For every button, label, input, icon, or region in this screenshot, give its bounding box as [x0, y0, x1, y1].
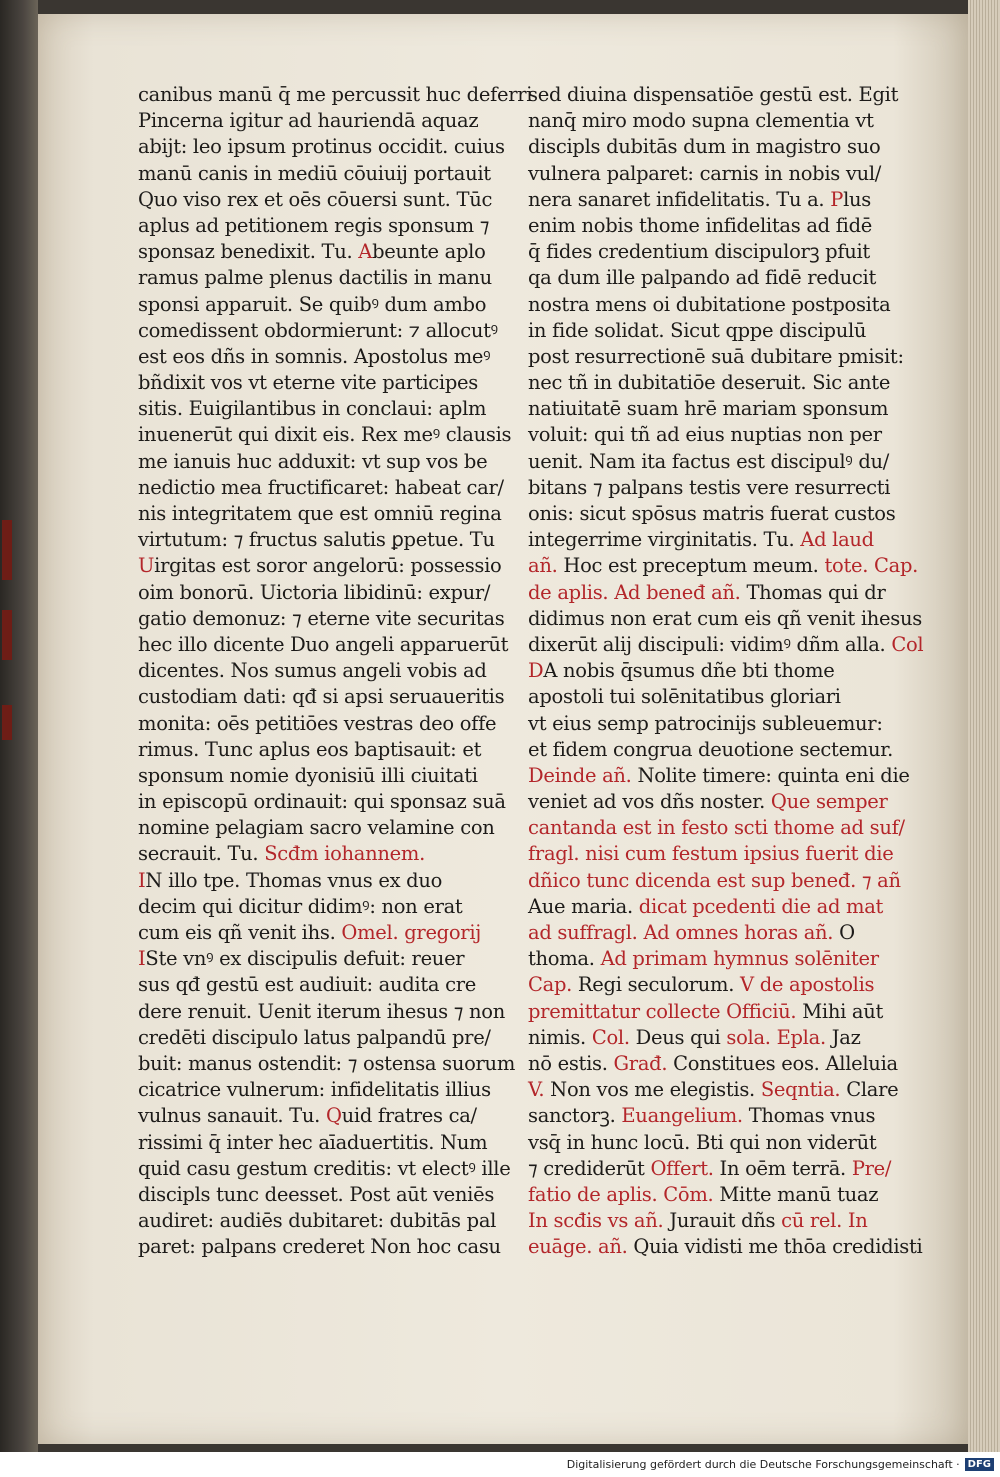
body-text: credēti discipulo latus palpandū pre/: [138, 1025, 491, 1049]
body-text: thoma.: [528, 947, 601, 971]
text-line: [138, 553, 508, 579]
body-text: Jurauit dñs: [663, 1209, 782, 1233]
body-text: enim nobis thome infidelitas ad fidē: [528, 213, 873, 237]
text-column-right: [528, 82, 924, 1260]
body-text: canibus manū q̄ me percussit huc deferri: [138, 83, 533, 106]
body-text: Mihi aūt: [796, 999, 884, 1023]
body-text: N illo tpe. Thomas vnus ex duo: [145, 868, 443, 892]
body-text: quid casu gestum creditis: vt electꝰ ille: [138, 1156, 511, 1180]
body-text: rissimi q̄ inter hec aīaduertitis. Num: [138, 1130, 488, 1154]
body-text: In oēm terrā.: [713, 1156, 852, 1180]
text-line: [138, 684, 508, 710]
text-line: [528, 1234, 923, 1260]
rubric-text: Cap.: [528, 973, 573, 997]
body-text: me ianuis huc adduxit: vt sup vos be: [138, 449, 488, 473]
body-text: oim bonorū. Uictoria libidinū: expur/: [138, 580, 491, 604]
bookmark-ribbon: [2, 705, 12, 740]
body-text: uid fratres ca/: [341, 1104, 477, 1128]
body-text: Non vos me elegistis.: [544, 1078, 761, 1102]
text-line: [528, 370, 891, 396]
text-line: [138, 265, 508, 291]
text-line: [528, 999, 888, 1025]
text-line: [138, 422, 512, 448]
text-line: [528, 1182, 888, 1208]
text-line: [528, 527, 888, 553]
body-text: dere renuit. Uenit iterum ihesus ⁊ non: [138, 999, 505, 1023]
text-line: [528, 684, 888, 710]
text-line: [528, 134, 888, 160]
body-text: aplus ad petitionem regis sponsum ⁊: [138, 213, 490, 237]
rubric-text: tote. Cap.: [824, 554, 919, 578]
text-line: [528, 422, 888, 448]
body-text: sitis. Euigilantibus in conclaui: aplm: [138, 397, 487, 421]
rubric-text: dicat pcedenti die ad mat: [638, 894, 884, 918]
body-text: nomine pelagiam sacro velamine con: [138, 816, 495, 840]
text-line: [528, 1156, 892, 1182]
body-text: nec tñ in dubitatiōe deseruit. Sic ante: [528, 371, 891, 395]
rubric-text: In scđis vs añ.: [528, 1209, 664, 1233]
text-line: [138, 1130, 508, 1156]
body-text: q̄ fides credentium discipulorꝫ pfuit: [528, 240, 870, 264]
text-line: [138, 868, 508, 894]
body-text: beunte aplo: [372, 240, 486, 264]
rubric-text: cantanda est in festo scti thome ad suf/: [528, 816, 905, 840]
body-text: vulnus sanauit. Tu.: [138, 1104, 326, 1128]
text-line: [528, 737, 894, 763]
text-line: [528, 213, 888, 239]
body-text: voluit: qui tñ ad eius nuptias non per: [528, 423, 882, 447]
text-line: [528, 658, 888, 684]
dfg-logo: DFG: [965, 1458, 994, 1471]
body-text: Aue maria.: [528, 894, 639, 918]
text-line: [528, 894, 888, 920]
text-line: [528, 868, 901, 894]
text-line: [138, 632, 508, 658]
rubric-text: Offert.: [650, 1156, 714, 1180]
body-text: nanq̄ miro modo supna clementia vt: [528, 109, 874, 133]
body-text: discipls dubitās dum in magistro suo: [528, 135, 881, 159]
text-line: [528, 396, 888, 422]
rubric-text: Col: [891, 632, 924, 656]
rubric-text: fragl. nisi cum festum ipsius fuerit die: [528, 842, 894, 866]
body-text: ramus palme plenus dactilis in manu: [138, 266, 492, 290]
text-line: [528, 815, 905, 841]
body-text: apostoli tui solēnitatibus gloriari: [528, 685, 841, 709]
text-line: [528, 187, 888, 213]
body-text: veniet ad vos dñs noster.: [528, 790, 771, 814]
text-line: [138, 292, 508, 318]
rubric-text: A: [358, 240, 373, 264]
body-text: Constitues eos. Alleluia: [667, 1051, 898, 1075]
rubric-text: Q: [325, 1104, 342, 1128]
body-text: decim qui dicitur didimꝰ: non erat: [138, 894, 463, 918]
text-line: [138, 946, 508, 972]
rubric-text: Deinde añ.: [528, 763, 632, 787]
body-text: nera sanaret infidelitatis. Tu a.: [528, 187, 831, 211]
body-text: Mitte manū tuaz: [713, 1182, 879, 1206]
text-line: [138, 318, 508, 344]
text-line: [138, 789, 508, 815]
body-text: uenit. Nam ita factus est discipulꝰ du/: [528, 449, 890, 473]
body-text: rimus. Tunc aplus eos baptisauit: et: [138, 737, 482, 761]
body-text: cum eis qñ venit ihs.: [138, 921, 342, 944]
rubric-text: Scđm iohannem.: [264, 842, 425, 866]
text-line: [138, 187, 508, 213]
rubric-text: Que semper: [770, 790, 888, 814]
text-line: [528, 632, 924, 658]
body-text: irgitas est soror angelorū: possessio: [154, 554, 502, 578]
body-text: abijt: leo ipsum protinus occidit. cuius: [138, 135, 505, 159]
body-text: custodiam dati: qđ si apsi seruaueritis: [138, 685, 505, 709]
body-text: buit: manus ostendit: ⁊ ostensa suorum: [138, 1051, 516, 1075]
rubric-text: fatio de aplis. Cōm.: [528, 1182, 714, 1206]
body-text: lus: [843, 187, 871, 211]
body-text: nis integritatem que est omniū regina: [138, 502, 502, 525]
rubric-text: P: [830, 187, 844, 211]
rubric-text: I: [138, 868, 146, 892]
text-line: [528, 108, 888, 134]
text-line: [138, 1234, 508, 1260]
body-text: secrauit. Tu.: [138, 842, 265, 866]
body-text: sed diuina dispensatiōe gestū est. Egit: [528, 83, 899, 106]
text-line: [138, 580, 508, 606]
text-line: [528, 1051, 898, 1077]
text-line: [528, 711, 888, 737]
text-line: [138, 344, 508, 370]
body-text: est eos dñs in somnis. Apostolus meꝰ: [138, 344, 491, 368]
body-text: monita: oēs petitiōes vestras deo offe: [138, 711, 497, 735]
text-line: [528, 1077, 899, 1103]
body-text: vt eius semp patrocinijs subleuemur:: [528, 711, 883, 735]
body-text: audiret: audiēs dubitaret: dubitās pal: [138, 1209, 497, 1233]
body-text: sanctorꝫ.: [528, 1104, 622, 1128]
digitization-credit: [0, 1452, 1000, 1477]
body-text: sponsi apparuit. Se quibꝰ dum ambo: [138, 292, 487, 316]
text-line: [138, 763, 508, 789]
text-line: [138, 606, 508, 632]
text-line: [138, 161, 508, 187]
text-line: [528, 1208, 888, 1234]
text-line: [138, 1208, 508, 1234]
body-text: post resurrectionē suā dubitare pmisit:: [528, 344, 904, 368]
body-text: dicentes. Nos sumus angeli vobis ad: [138, 659, 487, 683]
text-line: [138, 841, 508, 867]
text-line: [138, 213, 508, 239]
rubric-text: V.: [528, 1078, 545, 1102]
body-text: virtutum: ⁊ fructus salutis ꝑpetue. Tu: [138, 528, 495, 552]
body-text: nostra mens oi dubitatione postposita: [528, 292, 891, 316]
body-text: O: [833, 921, 855, 944]
body-text: Ste vnꝰ ex discipulis defuit: reuer: [145, 947, 465, 971]
body-text: vulnera palparet: carnis in nobis vul/: [528, 161, 882, 185]
body-text: Jaz: [825, 1025, 861, 1049]
text-line: [528, 841, 894, 867]
body-text: nedictio mea fructificaret: habeat car/: [138, 475, 504, 499]
text-line: [138, 239, 508, 265]
rubric-text: I: [138, 947, 146, 971]
body-text: A nobis q̄sumus dñe bti thome: [543, 659, 835, 683]
body-text: integerrime virginitatis. Tu.: [528, 528, 801, 552]
rubric-text: añ.: [528, 554, 558, 578]
body-text: qa dum ille palpando ad fidē reducit: [528, 266, 876, 290]
text-line: [528, 1103, 888, 1129]
credit-text: Digitalisierung gefördert durch die Deutsche Forschungsgemeinschaft ·: [566, 1458, 960, 1471]
text-line: [138, 1182, 508, 1208]
text-line: [528, 763, 910, 789]
text-line: [138, 658, 508, 684]
text-line: [528, 501, 896, 527]
text-line: [528, 1130, 888, 1156]
text-line: [138, 711, 508, 737]
body-text: dixerūt alij discipuli: vidimꝰ dñm alla.: [528, 632, 892, 656]
body-text: Deus qui: [629, 1025, 727, 1049]
text-line: [528, 553, 919, 579]
text-line: [528, 449, 888, 475]
body-text: nō estis.: [528, 1051, 614, 1075]
text-line: [528, 606, 922, 632]
rubric-text: Ad laud: [800, 528, 874, 552]
body-text: hec illo dicente Duo angeli apparuerūt: [138, 632, 509, 656]
rubric-text: cū rel. In: [781, 1209, 868, 1233]
body-text: manū canis in mediū cōuiuij portauit: [138, 161, 491, 185]
body-text: nimis.: [528, 1025, 592, 1049]
body-text: et fidem congrua deuotione sectemur.: [528, 737, 894, 761]
body-text: onis: sicut spōsus matris fuerat custos: [528, 502, 896, 525]
body-text: Pincerna igitur ad hauriendā aquaz: [138, 109, 479, 133]
body-text: Thomas qui dr: [740, 580, 886, 604]
body-text: didimus non erat cum eis qñ venit ihesus: [528, 606, 922, 630]
text-line: [138, 1077, 508, 1103]
text-line: [138, 815, 508, 841]
text-line: [528, 265, 888, 291]
body-text: Hoc est preceptum meum.: [557, 554, 825, 578]
body-text: Regi seculorum.: [572, 973, 741, 997]
text-line: [528, 972, 888, 998]
body-text: bitans ⁊ palpans testis vere resurrecti: [528, 475, 891, 499]
body-text: sus qđ gestū est audiuit: audita cre: [138, 973, 476, 997]
rubric-text: ad suffragl. Ad omnes horas añ.: [528, 921, 834, 944]
rubric-text: euāge. añ.: [528, 1235, 628, 1259]
text-line: [138, 1051, 516, 1077]
text-line: [528, 789, 888, 815]
text-line: [138, 134, 508, 160]
body-text: natiuitatē suam hrē mariam sponsum: [528, 397, 889, 421]
rubric-text: de aplis. Ad beneđ añ.: [528, 580, 741, 604]
text-line: [138, 1103, 508, 1129]
body-text: Quo viso rex et oēs cōuersi sunt. Tūc: [138, 187, 493, 211]
text-line: [138, 82, 533, 108]
body-text: Thomas vnus: [742, 1104, 876, 1128]
text-line: [528, 475, 891, 501]
bookmark-ribbon: [2, 520, 12, 580]
text-line: [138, 972, 508, 998]
text-line: [528, 82, 899, 108]
text-line: [138, 396, 508, 422]
rubric-text: Col.: [591, 1025, 630, 1049]
page-edges: [968, 0, 1000, 1452]
text-line: [138, 999, 508, 1025]
rubric-text: dñico tunc dicenda est sup beneđ. ⁊ añ: [528, 868, 901, 892]
body-text: sponsum nomie dyonisiū illi ciuitati: [138, 763, 478, 787]
body-text: Nolite timere: quinta eni die: [631, 763, 910, 787]
body-text: Clare: [840, 1078, 899, 1102]
text-line: [138, 527, 508, 553]
body-text: comedissent obdormierunt: ⁊ allocutꝰ: [138, 318, 498, 342]
rubric-text: Ad primam hymnus solēniter: [600, 947, 879, 971]
body-text: sponsaz benedixit. Tu.: [138, 240, 359, 264]
text-line: [138, 1025, 508, 1051]
body-text: paret: palpans crederet Non hoc casu: [138, 1235, 501, 1259]
text-line: [528, 344, 904, 370]
text-line: [138, 449, 508, 475]
text-line: [138, 501, 508, 527]
rubric-text: D: [528, 659, 544, 683]
text-line: [138, 1156, 511, 1182]
text-line: [528, 580, 888, 606]
rubric-text: Pre/: [851, 1156, 892, 1180]
rubric-text: Euangelium.: [621, 1104, 743, 1128]
body-text: discipls tunc deesset. Post aūt veniēs: [138, 1182, 495, 1206]
text-line: [138, 894, 508, 920]
text-line: [138, 920, 508, 946]
rubric-text: premittatur collecte Officiū.: [528, 999, 797, 1023]
text-line: [528, 946, 888, 972]
body-text: cicatrice vulnerum: infidelitatis illius: [138, 1078, 491, 1102]
body-text: Quia vidisti me thōa credidisti: [627, 1235, 923, 1259]
text-line: [528, 161, 888, 187]
text-line: [138, 475, 508, 501]
body-text: in episcopū ordinauit: qui sponsaz suā: [138, 790, 506, 814]
body-text: ⁊ crediderūt: [528, 1156, 651, 1180]
text-line: [528, 920, 888, 946]
body-text: in fide solidat. Sicut qppe discipulū: [528, 318, 867, 342]
text-line: [528, 292, 891, 318]
body-text: bñdixit vos vt eterne vite participes: [138, 371, 478, 395]
body-text: vsq̄ in hunc locū. Bti qui non viderūt: [528, 1130, 877, 1154]
text-line: [528, 1025, 888, 1051]
text-line: [138, 370, 508, 396]
body-text: inuenerūt qui dixit eis. Rex meꝰ clausis: [138, 423, 512, 447]
text-column-left: [138, 82, 533, 1260]
text-line: [528, 318, 888, 344]
rubric-text: V de apostolis: [740, 973, 875, 997]
rubric-text: Omel. gregorij: [341, 921, 482, 944]
bookmark-ribbon: [2, 610, 12, 660]
text-line: [138, 108, 508, 134]
rubric-text: Seqntia.: [760, 1078, 841, 1102]
text-line: [138, 737, 508, 763]
rubric-text: Građ.: [613, 1051, 668, 1075]
rubric-text: sola. Epla.: [726, 1025, 826, 1049]
text-line: [528, 239, 888, 265]
body-text: gatio demonuz: ⁊ eterne vite securitas: [138, 606, 505, 630]
rubric-text: U: [138, 554, 155, 578]
